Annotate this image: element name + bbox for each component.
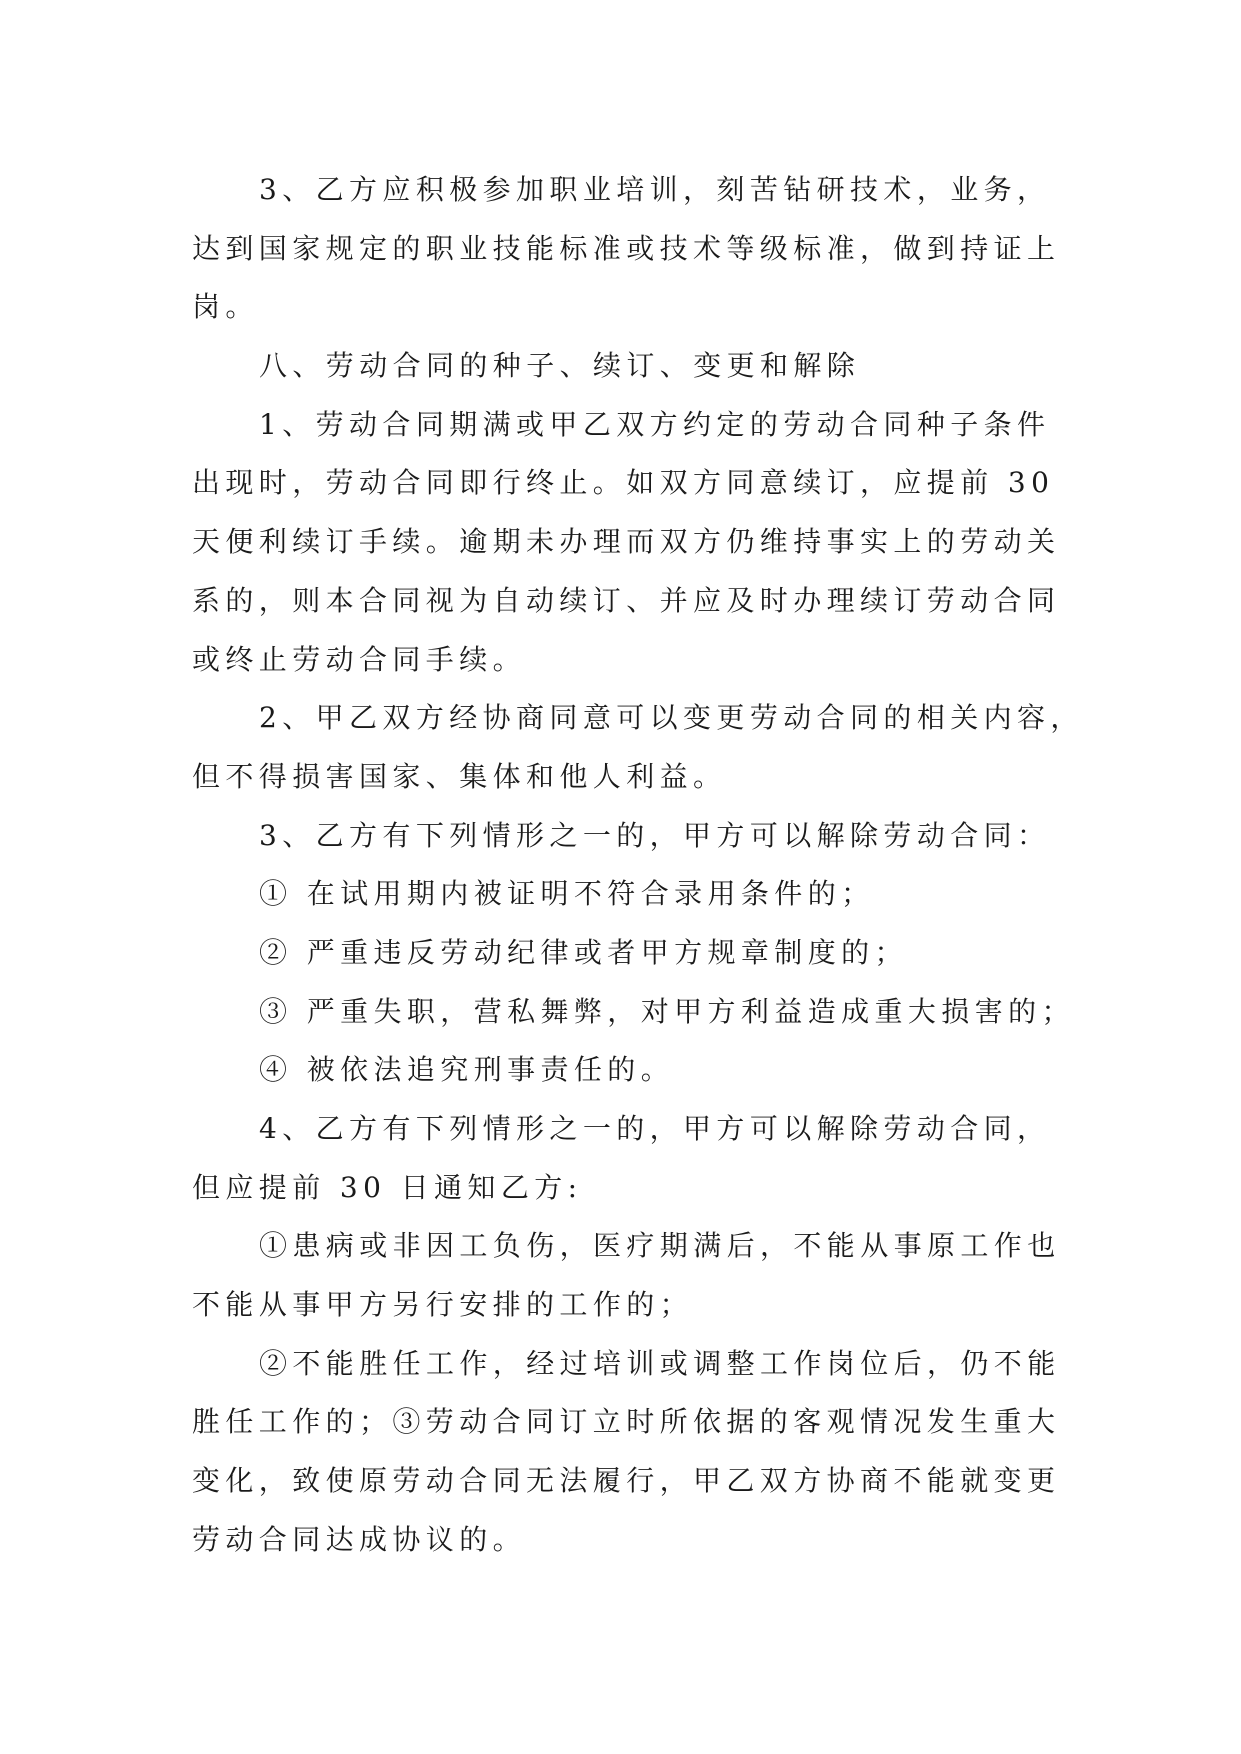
list-item [192, 865, 1091, 924]
text-line: 胜任工作的；③劳动合同订立时所依据的客观情况发生重大 [192, 1405, 1061, 1439]
paragraph-termination-conditions [192, 807, 1091, 866]
text-line: 但不得损害国家、集体和他人利益。 [192, 759, 727, 793]
paragraph-contract-expiry [192, 396, 1091, 689]
section-heading [192, 337, 1091, 396]
list-item [192, 1335, 1091, 1570]
text-line: ③ 严重失职，营私舞弊，对甲方利益造成重大损害的； [259, 994, 1075, 1028]
section-heading-text: 八、劳动合同的种子、续订、变更和解除 [259, 349, 861, 383]
text-line: 劳动合同达成协议的。 [192, 1522, 527, 1556]
text-line: 或终止劳动合同手续。 [192, 642, 527, 676]
text-line: 3、乙方应积极参加职业培训，刻苦钻研技术，业务， [259, 173, 1051, 206]
text-line: 4、乙方有下列情形之一的，甲方可以解除劳动合同， [259, 1112, 1051, 1145]
text-line: ①患病或非因工负伤，医疗期满后，不能从事原工作也 [259, 1229, 1061, 1263]
text-line: ④ 被依法追究刑事责任的。 [259, 1053, 675, 1087]
text-line: ② 严重违反劳动纪律或者甲方规章制度的； [259, 935, 908, 969]
list-item [192, 924, 1091, 983]
text-line: 达到国家规定的职业技能标准或技术等级标准，做到持证上 [192, 231, 1061, 265]
text-line: ②不能胜任工作，经过培训或调整工作岗位后，仍不能 [259, 1346, 1061, 1380]
text-line: 岗。 [192, 290, 259, 324]
text-line: 2、甲乙双方经协商同意可以变更劳动合同的相关内容， [259, 701, 1084, 735]
text-line: 3、乙方有下列情形之一的，甲方可以解除劳动合同： [259, 818, 1051, 852]
text-line: 出现时，劳动合同即行终止。如双方同意续订，应提前 30 [192, 466, 1055, 500]
paragraph-notice-termination [192, 1100, 1091, 1217]
paragraph-training [192, 161, 1091, 337]
text-line: 系的，则本合同视为自动续订、并应及时办理续订劳动合同 [192, 583, 1061, 617]
text-line: ① 在试用期内被证明不符合录用条件的； [259, 877, 875, 911]
text-line: 变化，致使原劳动合同无法履行，甲乙双方协商不能就变更 [192, 1464, 1061, 1498]
list-item [192, 1217, 1091, 1334]
list-item [192, 1041, 1091, 1100]
text-line: 不能从事甲方另行安排的工作的； [192, 1288, 694, 1322]
list-item [192, 983, 1091, 1042]
text-line: 1、劳动合同期满或甲乙双方约定的劳动合同种子条件 [259, 407, 1051, 441]
paragraph-contract-change [192, 689, 1091, 806]
text-line: 但应提前 30 日通知乙方: [192, 1170, 583, 1204]
text-line: 天便利续订手续。逾期未办理而双方仍维持事实上的劳动关 [192, 525, 1061, 559]
